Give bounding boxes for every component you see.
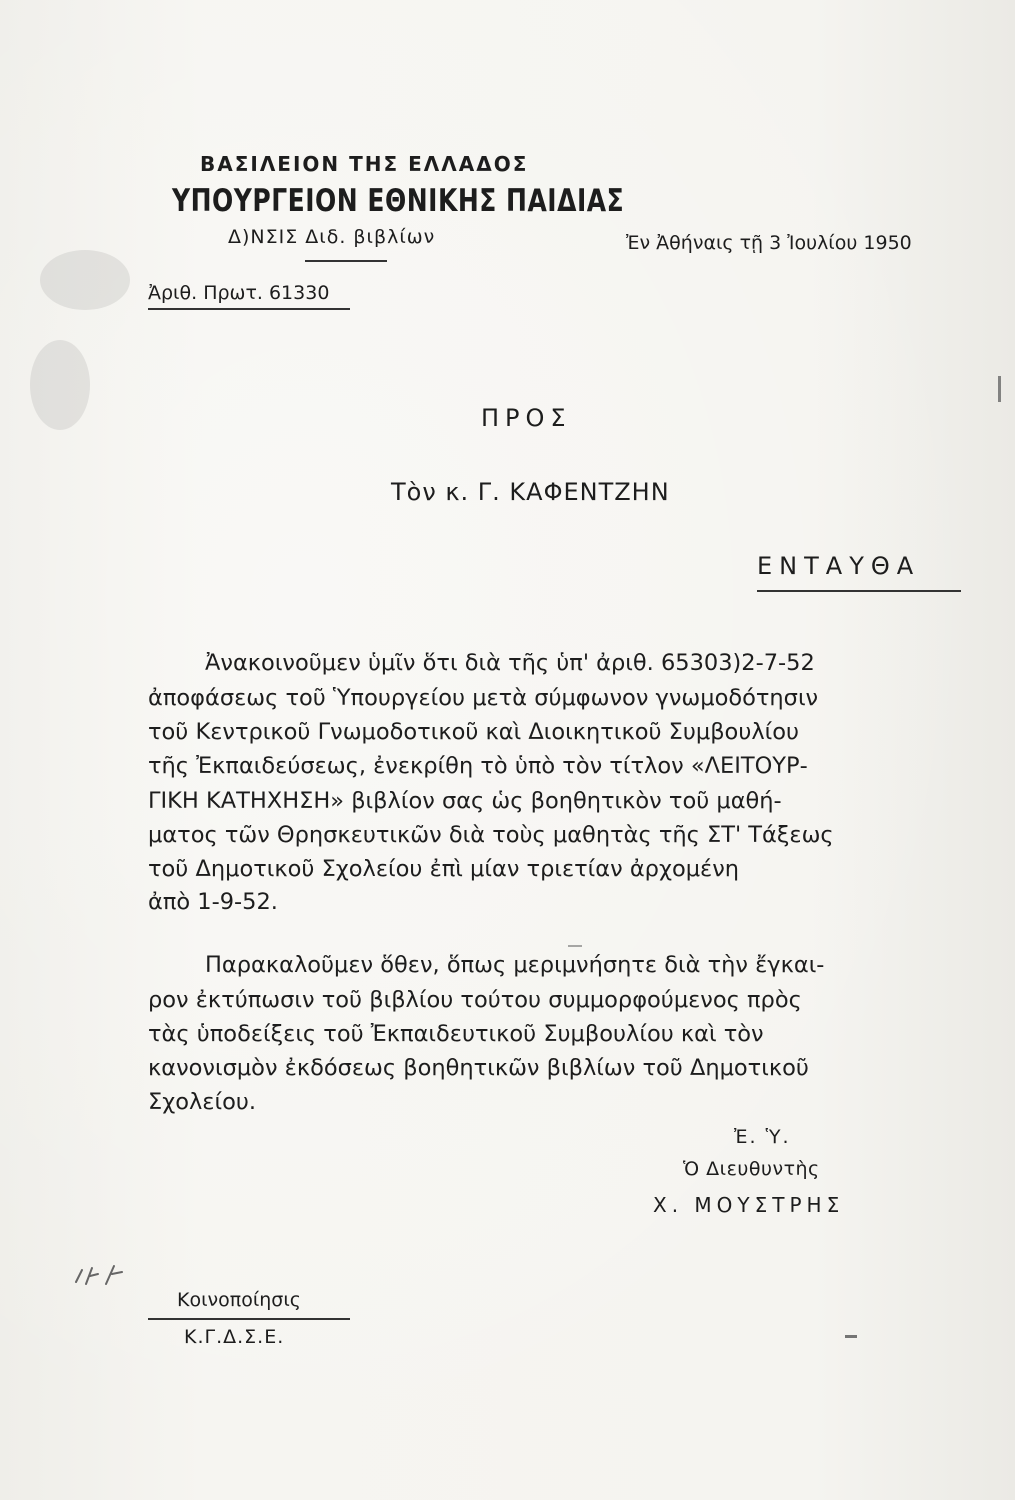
paper-smudge	[40, 250, 130, 310]
signature-title: Ὁ Διευθυντὴς	[683, 1158, 820, 1180]
body-line: τὰς ὑποδείξεις τοῦ Ἐκπαιδευτικοῦ Συμβουλίου καὶ τὸν	[148, 1021, 764, 1047]
body-line: ρον ἐκτύπωσιν τοῦ βιβλίου τούτου συμμορφούμενος πρὸς	[148, 987, 802, 1013]
recipient-name: Τὸν κ. Γ. ΚΑΦΕΝΤΖΗΝ	[391, 478, 670, 506]
protocol-underline	[148, 308, 350, 310]
handwritten-mark	[72, 1262, 132, 1288]
body-line: τοῦ Κεντρικοῦ Γνωμοδοτικοῦ καὶ Διοικητικοῦ Συμβουλίου	[148, 719, 800, 745]
header-divider	[305, 260, 387, 262]
body-line: Παρακαλοῦμεν ὅθεν, ὅπως μεριμνήσητε διὰ τὴν ἔγκαι-	[205, 952, 825, 978]
body-line: ματος τῶν Θρησκευτικῶν διὰ τοὺς μαθητὰς τῆς ΣΤ' Τάξεως	[148, 822, 834, 848]
signature-name: Χ. ΜΟΥΣΤΡΗΣ	[653, 1193, 845, 1217]
paper-smudge	[30, 340, 90, 430]
ink-mark	[568, 945, 582, 947]
kingdom-heading: ΒΑΣΙΛΕΙΟΝ ΤΗΣ ΕΛΛΑΔΟΣ	[200, 152, 529, 176]
division-line: Δ)ΝΣΙΣ Διδ. βιβλίων	[228, 226, 436, 248]
pros-heading: ΠΡΟΣ	[481, 404, 572, 432]
location-underline	[757, 590, 961, 592]
place-date: Ἐν Ἀθήναις τῇ 3 Ἰουλίου 1950	[626, 232, 912, 254]
body-line: ἀποφάσεως τοῦ Ὑπουργείου μετὰ σύμφωνον γνωμοδότησιν	[148, 685, 819, 711]
margin-mark	[845, 1335, 857, 1338]
body-line: τοῦ Δημοτικοῦ Σχολείου ἐπὶ μίαν τριετίαν ἀρχομένη	[148, 856, 740, 882]
notification-label: Κοινοποίησις	[177, 1289, 301, 1311]
body-line: Σχολείου.	[148, 1089, 257, 1115]
notification-recipient: Κ.Γ.Δ.Σ.Ε.	[184, 1326, 285, 1348]
signature-abbrev: Ἐ. Ὑ.	[734, 1126, 791, 1148]
ministry-heading: ΥΠΟΥΡΓΕΙΟΝ ΕΘΝΙΚΗΣ ΠΑΙΔΙΑΣ	[172, 182, 625, 219]
margin-mark	[998, 376, 1001, 402]
body-line: Ἀνακοινοῦμεν ὑμῖν ὅτι διὰ τῆς ὑπ' ἀριθ. 65303)2-7-52	[205, 650, 815, 676]
notification-divider	[148, 1318, 350, 1320]
recipient-location: ΕΝΤΑΥΘΑ	[757, 552, 921, 580]
body-line: ΓΙΚΗ ΚΑΤΗΧΗΣΗ» βιβλίον σας ὡς βοηθητικὸν τοῦ μαθή-	[148, 788, 782, 814]
body-line: τῆς Ἐκπαιδεύσεως, ἐνεκρίθη τὸ ὑπὸ τὸν τίτλον «ΛΕΙΤΟΥΡ-	[148, 753, 808, 779]
protocol-number: Ἀριθ. Πρωτ. 61330	[148, 282, 330, 304]
body-line: ἀπὸ 1-9-52.	[148, 889, 278, 915]
body-line: κανονισμὸν ἐκδόσεως βοηθητικῶν βιβλίων τοῦ Δημοτικοῦ	[148, 1055, 809, 1081]
